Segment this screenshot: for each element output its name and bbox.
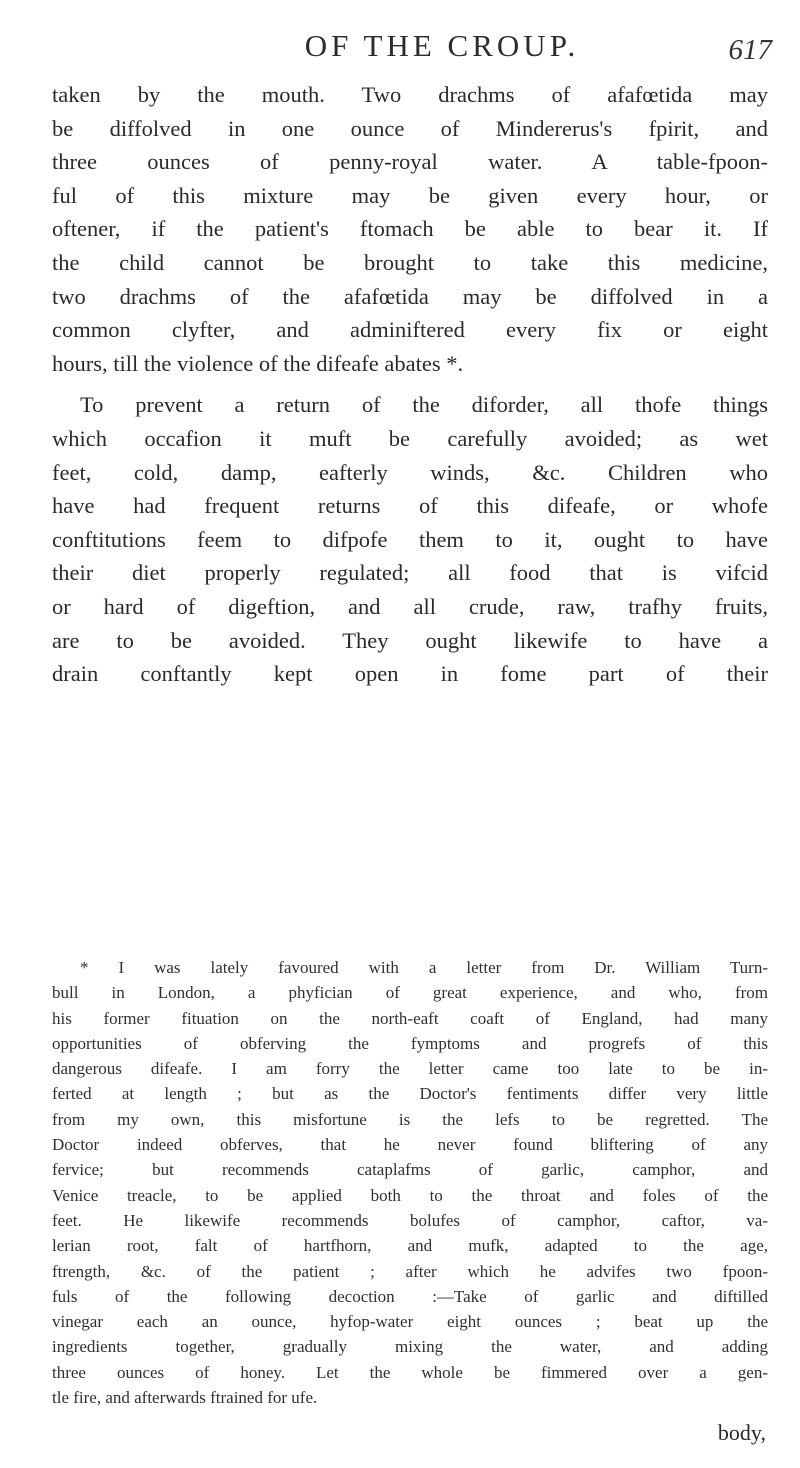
text-line: hours, till the violence of the difeafe abates *. [52, 350, 464, 376]
paragraph-2 [52, 388, 768, 690]
footnote-line: ftrength, &c. of the patient ; after which he advifes two fpoon- [52, 1261, 768, 1281]
paragraph-1 [52, 78, 768, 380]
footnote-line: three ounces of honey. Let the whole be fimmered over a gen- [52, 1362, 768, 1382]
text-line: their diet properly regulated; all food that is vifcid [52, 560, 768, 586]
text-line: drain conftantly kept open in fome part of their [52, 661, 768, 687]
text-line: or hard of digeftion, and all crude, raw, trafhy fruits, [52, 593, 768, 619]
text-line: feet, cold, damp, eafterly winds, &c. Children who [52, 459, 768, 485]
text-line: which occafion it muft be carefully avoided; as wet [52, 425, 768, 451]
text-line: three ounces of penny-royal water. A table-fpoon- [52, 149, 768, 175]
text-line: the child cannot be brought to take this medicine, [52, 249, 768, 275]
running-title: OF THE CROUP. [304, 28, 580, 63]
footnote-line: ingredients together, gradually mixing the water, and adding [52, 1337, 768, 1357]
text-line: To prevent a return of the diforder, all thofe things [80, 392, 768, 418]
footnote [52, 955, 768, 1410]
footnote-line: from my own, this misfortune is the lefs to be regretted. The [52, 1109, 768, 1129]
page-number: 617 [728, 34, 772, 66]
footnote-line: * I was lately favoured with a letter from Dr. William Turn- [80, 958, 768, 977]
text-line: have had frequent returns of this difeafe, or whofe [52, 493, 768, 519]
text-line: common clyfter, and adminiftered every fix or eight [52, 317, 768, 343]
footnote-line: bull in London, a phyfician of great experience, and who, from [52, 983, 768, 1003]
text-line: taken by the mouth. Two drachms of afafœtida may [52, 82, 768, 107]
catchword: body, [717, 1420, 766, 1445]
text-line: be diffolved in one ounce of Mindererus's fpirit, and [52, 115, 768, 141]
footnote-line: vinegar each an ounce, hyfop-water eight ounces ; beat up the [52, 1312, 768, 1332]
footnote-line: lerian root, falt of hartfhorn, and mufk, adapted to the age, [52, 1236, 768, 1256]
text-line: oftener, if the patient's ftomach be able to bear it. If [52, 216, 768, 242]
footnote-line: fervice; but recommends cataplafms of garlic, camphor, and [52, 1160, 768, 1180]
footnote-line: dangerous difeafe. I am forry the letter came too late to be in- [52, 1059, 768, 1079]
footnote-line: opportunities of obferving the fymptoms and progrefs of this [52, 1033, 768, 1053]
footnote-line: tle fire, and afterwards ftrained for ufe. [52, 1388, 318, 1408]
footnote-line: Venice treacle, to be applied both to the throat and foles of the [52, 1185, 768, 1205]
body-text [52, 78, 768, 691]
text-line: are to be avoided. They ought likewife to have a [52, 627, 768, 653]
footnote-line: Doctor indeed obferves, that he never found bliftering of any [52, 1135, 768, 1155]
text-line: two drachms of the afafœtida may be diffolved in a [52, 283, 768, 309]
text-line: conftitutions feem to difpofe them to it, ought to have [52, 526, 768, 552]
footnote-line: ferted at length ; but as the Doctor's fentiments differ very little [52, 1084, 768, 1104]
footnote-line: fuls of the following decoction :—Take of garlic and diftilled [52, 1286, 768, 1306]
text-line: ful of this mixture may be given every hour, or [52, 182, 768, 208]
running-head [112, 22, 772, 68]
footnote-line: his former fituation on the north-eaft coaft of England, had many [52, 1008, 768, 1028]
footnote-line: feet. He likewife recommends bolufes of camphor, caftor, va- [52, 1210, 768, 1230]
